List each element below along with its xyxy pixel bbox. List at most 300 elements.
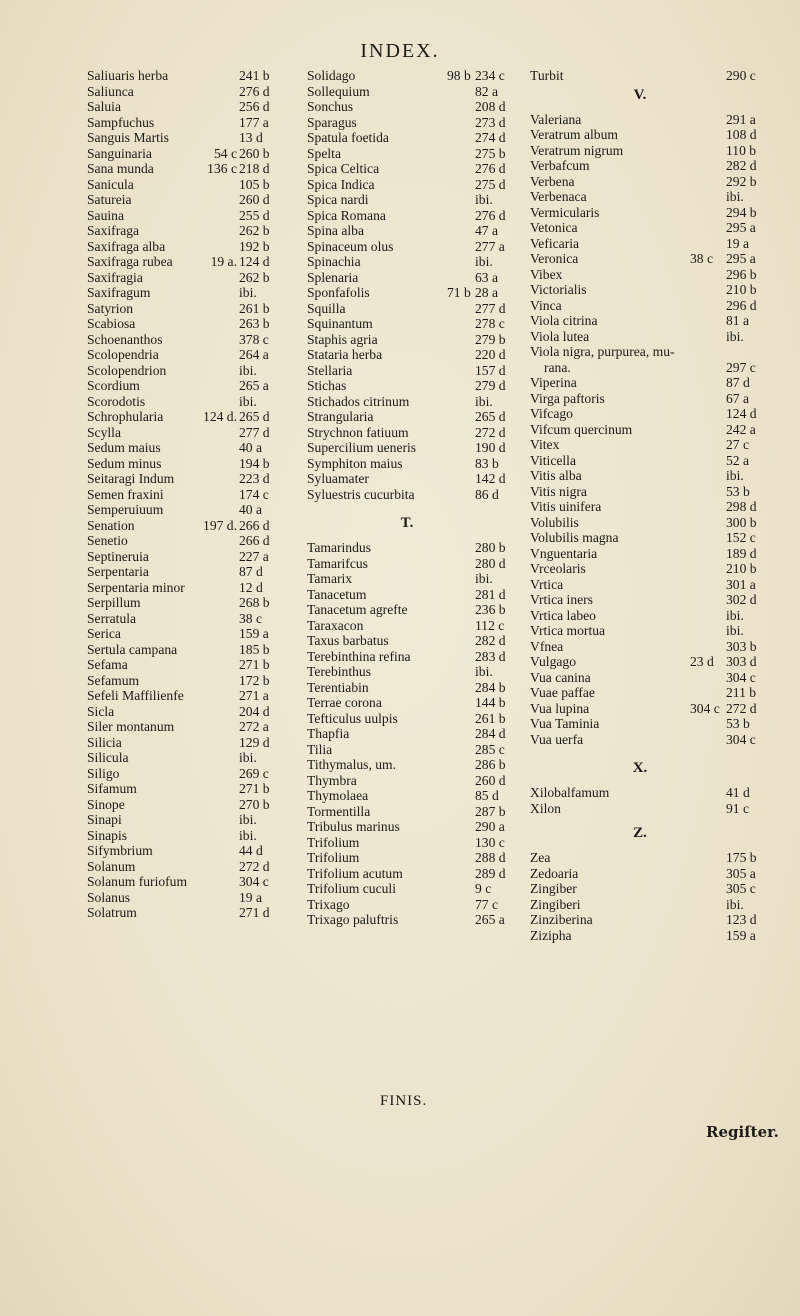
entry-page-ref: 260 d — [239, 192, 270, 207]
entry-page-ref: 53 b — [726, 483, 750, 499]
index-entry — [307, 254, 525, 270]
entry-page-ref: ibi. — [726, 328, 744, 344]
entry-name: Splenaria — [307, 269, 359, 285]
entry-page-ref: 172 b — [239, 672, 270, 688]
entry-name: Serica — [87, 626, 121, 641]
entry-name: Terentiabin — [307, 679, 369, 695]
entry-name: Vnguentaria — [530, 545, 598, 561]
index-entry — [87, 890, 297, 906]
entry-page-ref: 292 b — [726, 173, 757, 189]
entry-name: Vifcum quercinum — [530, 421, 633, 437]
entry-page-ref: 280 b — [475, 540, 506, 555]
index-entry — [87, 239, 297, 255]
index-entry — [87, 859, 297, 875]
index-entry — [530, 360, 780, 376]
entry-name: Syluestris cucurbita — [307, 486, 415, 502]
entry-name: Sparagus — [307, 114, 357, 130]
entry-name: Spinachia — [307, 254, 361, 269]
entry-name: Sanicula — [87, 176, 134, 192]
entry-page-ref: 223 d — [239, 471, 270, 486]
index-entry — [87, 533, 297, 549]
index-entry — [87, 502, 297, 518]
entry-page-ref: 301 a — [726, 576, 756, 592]
entry-name: Senetio — [87, 533, 128, 548]
index-entry — [87, 564, 297, 580]
index-entry — [87, 115, 297, 131]
entry-page-ref: 269 c — [239, 765, 269, 781]
index-entry — [87, 347, 297, 363]
index-entry — [307, 912, 525, 928]
index-entry — [530, 577, 780, 593]
index-entry — [307, 456, 525, 472]
index-entry — [87, 146, 297, 162]
entry-name: Spinaceum olus — [307, 238, 394, 254]
entry-page-ref: 268 b — [239, 595, 270, 610]
entry-secondary-ref: 38 c — [690, 251, 714, 266]
entry-page-ref: ibi. — [726, 623, 744, 638]
entry-name: Spelta — [307, 145, 341, 161]
entry-name: Veratrum nigrum — [530, 142, 624, 158]
entry-page-ref: 298 d — [726, 499, 757, 514]
entry-name: Solatrum — [87, 905, 137, 920]
index-entry — [530, 313, 780, 329]
entry-name: Viticella — [530, 452, 576, 468]
entry-page-ref: 263 b — [239, 316, 270, 331]
entry-name: Saliunca — [87, 83, 134, 99]
index-entry — [530, 127, 780, 143]
entry-name: Sana munda — [87, 161, 154, 176]
entry-page-ref: 218 d — [239, 161, 270, 176]
index-entry — [530, 801, 780, 817]
entry-name: Serpentaria minor — [87, 579, 185, 595]
entry-name: Volubilis magna — [530, 530, 619, 545]
entry-name: Siligo — [87, 765, 120, 781]
index-entry — [307, 773, 525, 789]
entry-page-ref: 91 c — [726, 800, 750, 816]
entry-page-ref: 27 c — [726, 437, 750, 452]
entry-secondary-ref: 71 b — [447, 285, 471, 300]
entry-name: Sinope — [87, 796, 125, 812]
index-entry — [87, 394, 297, 410]
entry-name: Zizipha — [530, 927, 572, 943]
index-entry — [87, 626, 297, 642]
index-entry — [530, 716, 780, 732]
index-entry — [307, 649, 525, 665]
index-entry — [307, 332, 525, 348]
entry-name: Scylla — [87, 424, 121, 440]
index-entry — [530, 484, 780, 500]
entry-name: Tanacetum — [307, 586, 367, 602]
entry-name: Thymolaea — [307, 788, 369, 803]
entry-page-ref: 283 d — [475, 648, 506, 664]
entry-name: Xilon — [530, 800, 561, 816]
entry-name: Zea — [530, 850, 551, 865]
entry-page-ref: 12 d — [239, 579, 263, 595]
entry-page-ref: 275 d — [475, 176, 506, 192]
entry-name: Solanus — [87, 889, 131, 905]
index-entry — [307, 819, 525, 835]
entry-page-ref: 295 a — [726, 220, 756, 235]
entry-name: Sedum maius — [87, 440, 161, 455]
index-entry — [87, 270, 297, 286]
entry-name: Viola lutea — [530, 328, 590, 344]
entry-name: Sanguinaria — [87, 145, 152, 161]
entry-page-ref: 277 d — [239, 424, 270, 440]
finis-label: FINIS. — [380, 1093, 428, 1109]
entry-name: Silicia — [87, 734, 122, 750]
entry-page-ref: 279 b — [475, 331, 506, 347]
entry-name: Thymbra — [307, 772, 357, 788]
index-entry — [307, 425, 525, 441]
entry-name: Sollequium — [307, 83, 370, 99]
entry-name: Vfnea — [530, 638, 564, 654]
entry-name: Spica Celtica — [307, 161, 380, 176]
entry-name: Serpentaria — [87, 564, 149, 579]
entry-page-ref: 265 d — [239, 409, 270, 424]
entry-page-ref: ibi. — [239, 285, 257, 300]
entry-name: Serratula — [87, 610, 137, 626]
page-title: INDEX. — [360, 40, 440, 62]
entry-page-ref: 284 d — [475, 726, 506, 741]
index-entry — [87, 316, 297, 332]
entry-name: Vua uerfa — [530, 731, 584, 747]
index-entry — [530, 850, 780, 866]
entry-name: Verbena — [530, 173, 575, 189]
index-entry — [307, 378, 525, 394]
entry-name: Tanacetum agrefte — [307, 602, 408, 617]
entry-page-ref: 264 a — [239, 347, 269, 362]
index-entry — [530, 174, 780, 190]
entry-name: Spica nardi — [307, 192, 369, 207]
entry-page-ref: 304 c — [726, 669, 756, 685]
entry-page-ref: 105 b — [239, 176, 270, 192]
index-entry — [307, 146, 525, 162]
index-entry — [87, 192, 297, 208]
index-entry — [87, 673, 297, 689]
entry-name: Sampfuchus — [87, 114, 155, 130]
index-entry — [530, 344, 780, 360]
index-entry — [307, 618, 525, 634]
index-entry — [87, 719, 297, 735]
index-entry — [530, 375, 780, 391]
entry-page-ref: 304 c — [239, 874, 269, 889]
index-entry — [87, 471, 297, 487]
entry-page-ref: 130 c — [475, 834, 505, 850]
entry-page-ref: 271 b — [239, 781, 270, 796]
entry-name: Spica Indica — [307, 176, 375, 192]
entry-page-ref: 290 c — [726, 68, 756, 83]
index-entry — [307, 835, 525, 851]
entry-name: Scorodotis — [87, 393, 146, 409]
entry-page-ref: 241 b — [239, 68, 270, 83]
index-entry — [530, 608, 780, 624]
entry-page-ref: 110 b — [726, 142, 757, 158]
entry-name: Zingiber — [530, 881, 577, 896]
entry-page-ref: ibi. — [475, 254, 493, 269]
entry-name: Silicula — [87, 750, 129, 765]
entry-page-ref: 129 d — [239, 734, 270, 750]
entry-page-ref: ibi. — [726, 189, 744, 204]
entry-name: Trifolium — [307, 850, 360, 865]
index-entry — [530, 561, 780, 577]
entry-page-ref: 261 b — [475, 710, 506, 726]
entry-name: Sponfafolis — [307, 285, 370, 300]
index-entry — [307, 363, 525, 379]
index-entry — [87, 704, 297, 720]
index-entry — [307, 571, 525, 587]
entry-name: Trifolium cuculi — [307, 881, 396, 896]
entry-page-ref: 302 d — [726, 592, 757, 607]
index-entry — [530, 251, 780, 267]
index-entry — [307, 84, 525, 100]
index-entry — [530, 437, 780, 453]
entry-name: Stellaria — [307, 362, 353, 378]
entry-name: Sinapi — [87, 812, 122, 827]
entry-page-ref: 47 a — [475, 223, 499, 238]
entry-name: Saxifragia — [87, 269, 143, 285]
entry-name: Veratrum album — [530, 127, 618, 142]
index-entry — [307, 587, 525, 603]
entry-name: Sifymbrium — [87, 843, 153, 858]
entry-page-ref: 194 b — [239, 455, 270, 471]
entry-name: Sicla — [87, 703, 115, 719]
entry-name: Schrophularia — [87, 409, 164, 424]
entry-name: Sertula campana — [87, 641, 178, 657]
entry-name: Sauina — [87, 207, 124, 223]
entry-page-ref: 265 a — [475, 912, 505, 927]
entry-page-ref: 242 a — [726, 421, 756, 437]
index-entry — [307, 239, 525, 255]
entry-page-ref: 28 a — [475, 285, 499, 300]
entry-page-ref: 270 b — [239, 796, 270, 812]
entry-page-ref: ibi. — [726, 896, 744, 912]
entry-name: Scolopendria — [87, 347, 159, 362]
entry-page-ref: 271 b — [239, 657, 270, 672]
entry-page-ref: 266 d — [239, 533, 270, 548]
entry-page-ref: 19 a — [239, 889, 263, 905]
entry-page-ref: ibi. — [239, 750, 257, 765]
index-entry — [87, 223, 297, 239]
entry-name: Volubilis — [530, 514, 579, 530]
index-entry — [307, 664, 525, 680]
index-entry — [87, 518, 297, 534]
entry-page-ref: 124 d — [726, 406, 757, 421]
entry-page-ref: 260 b — [239, 145, 270, 161]
register-label: Regiſter. — [706, 1123, 779, 1141]
entry-page-ref: 82 a — [475, 83, 499, 99]
index-entry — [87, 642, 297, 658]
entry-page-ref: 261 b — [239, 300, 270, 316]
entry-name: Squilla — [307, 300, 346, 316]
entry-page-ref: 272 a — [239, 719, 269, 734]
entry-page-ref: 190 d — [475, 440, 506, 455]
entry-name: Tamarifcus — [307, 555, 368, 571]
index-entry — [530, 670, 780, 686]
entry-name: Staphis agria — [307, 331, 378, 347]
index-entry — [530, 158, 780, 174]
index-entry — [87, 797, 297, 813]
entry-name: Vitis alba — [530, 468, 582, 483]
index-entry — [87, 332, 297, 348]
entry-name: Viperina — [530, 375, 577, 390]
entry-name: Saxifraga alba — [87, 238, 166, 254]
index-entry — [530, 236, 780, 252]
index-entry — [87, 378, 297, 394]
entry-page-ref: 210 b — [726, 561, 757, 576]
entry-page-ref: 40 a — [239, 502, 263, 517]
index-entry — [87, 409, 297, 425]
entry-page-ref: 288 d — [475, 850, 506, 865]
entry-page-ref: 44 d — [239, 843, 263, 858]
index-entry — [530, 68, 780, 84]
entry-name: Scordium — [87, 378, 140, 393]
index-entry — [530, 912, 780, 928]
section-letter: Z. — [633, 825, 647, 841]
entry-page-ref: 86 d — [475, 486, 499, 502]
entry-name: Veficaria — [530, 235, 580, 251]
index-entry — [530, 928, 780, 944]
entry-name: Thapfia — [307, 726, 350, 741]
index-column-2 — [307, 68, 525, 928]
entry-page-ref: 296 b — [726, 266, 757, 282]
entry-name: Vitis uinifera — [530, 499, 602, 514]
entry-name: Vuae paffae — [530, 685, 595, 700]
entry-name: Turbit — [530, 68, 564, 83]
index-entry — [307, 223, 525, 239]
index-entry — [307, 633, 525, 649]
entry-name: Viola citrina — [530, 313, 598, 328]
index-entry — [307, 177, 525, 193]
index-entry — [87, 301, 297, 317]
index-entry — [530, 732, 780, 748]
entry-name: Scabiosa — [87, 316, 136, 331]
index-entry — [87, 843, 297, 859]
entry-name: Vua lupina — [530, 700, 590, 716]
entry-page-ref: ibi. — [475, 571, 493, 586]
index-entry — [530, 530, 780, 546]
entry-name: Symphiton maius — [307, 455, 403, 471]
entry-name: Syluamater — [307, 471, 369, 486]
index-entry — [87, 549, 297, 565]
entry-name: Vrceolaris — [530, 561, 586, 576]
entry-page-ref: 289 d — [475, 865, 506, 881]
entry-name: Trifolium acutum — [307, 865, 403, 881]
index-entry — [530, 639, 780, 655]
entry-name: Spica Romana — [307, 207, 386, 223]
entry-page-ref: 265 d — [475, 409, 506, 424]
index-entry — [87, 874, 297, 890]
entry-name: Vinca — [530, 297, 562, 313]
entry-page-ref: 266 d — [239, 517, 270, 533]
entry-name: Zedoaria — [530, 865, 579, 881]
entry-page-ref: 305 a — [726, 865, 756, 881]
index-entry — [87, 99, 297, 115]
entry-name: Terebinthus — [307, 664, 371, 679]
entry-page-ref: 38 c — [239, 610, 263, 626]
entry-page-ref: 142 d — [475, 471, 506, 486]
index-entry — [307, 471, 525, 487]
entry-page-ref: ibi. — [239, 812, 257, 827]
entry-name: Sinapis — [87, 827, 128, 843]
index-entry — [307, 440, 525, 456]
entry-page-ref: 40 a — [239, 440, 263, 455]
index-entry — [307, 726, 525, 742]
entry-name: Zingiberi — [530, 896, 581, 912]
index-entry — [530, 329, 780, 345]
index-entry — [530, 897, 780, 913]
index-entry — [87, 487, 297, 503]
entry-page-ref: 303 b — [726, 638, 757, 654]
entry-page-ref: 227 a — [239, 548, 269, 564]
index-entry — [87, 208, 297, 224]
index-entry — [87, 440, 297, 456]
entry-name: Vrtica mortua — [530, 623, 606, 638]
index-entry — [307, 602, 525, 618]
entry-page-ref: 378 c — [239, 331, 269, 347]
entry-name: Vrtica iners — [530, 592, 593, 607]
entry-name: Vitex — [530, 437, 560, 452]
entry-name: Strychnon fatiuum — [307, 424, 409, 440]
index-entry — [530, 189, 780, 205]
entry-page-ref: 255 d — [239, 207, 270, 223]
entry-name: Tamarindus — [307, 540, 371, 555]
index-entry — [87, 750, 297, 766]
entry-page-ref: 284 b — [475, 679, 506, 695]
entry-page-ref: 124 d — [239, 254, 270, 269]
index-entry — [530, 866, 780, 882]
entry-name: Vrtica — [530, 576, 564, 592]
entry-name: Trifolium — [307, 834, 360, 850]
entry-page-ref: 276 d — [239, 83, 270, 99]
index-entry — [307, 192, 525, 208]
entry-page-ref: 305 c — [726, 881, 756, 896]
entry-page-ref: 281 d — [475, 586, 506, 602]
entry-page-ref: 274 d — [475, 130, 506, 145]
entry-page-ref: 272 d — [475, 424, 506, 440]
entry-name: Supercilium ueneris — [307, 440, 417, 455]
entry-name: Vulgago — [530, 654, 576, 669]
index-entry — [87, 781, 297, 797]
entry-name: Tefticulus uulpis — [307, 710, 398, 726]
entry-page-ref: 85 d — [475, 788, 499, 803]
entry-name: Verbafcum — [530, 158, 590, 173]
index-entry — [307, 487, 525, 503]
index-entry — [530, 515, 780, 531]
entry-secondary-ref: 23 d — [690, 654, 714, 669]
entry-page-ref: 262 b — [239, 269, 270, 285]
entry-name: Siler montanum — [87, 719, 175, 734]
entry-page-ref: 175 b — [726, 850, 757, 865]
entry-name: Seitaragi Indum — [87, 471, 175, 486]
index-entry — [530, 881, 780, 897]
index-entry — [530, 298, 780, 314]
index-column-3 — [530, 68, 780, 943]
entry-page-ref: 108 d — [726, 127, 757, 142]
entry-page-ref: 295 a — [726, 251, 756, 266]
entry-name: Xilobalfamum — [530, 785, 610, 800]
entry-page-ref: 67 a — [726, 390, 750, 406]
entry-name: Saliuaris herba — [87, 68, 169, 83]
entry-page-ref: 271 a — [239, 688, 269, 703]
entry-name: Saxifragum — [87, 285, 151, 300]
entry-page-ref: 204 d — [239, 703, 270, 719]
entry-name: Sefeli Maffilienfe — [87, 688, 184, 703]
index-entry — [87, 688, 297, 704]
entry-page-ref: 185 b — [239, 641, 270, 657]
entry-page-ref: 256 d — [239, 99, 270, 114]
entry-secondary-ref: 19 a. — [210, 254, 237, 269]
entry-name: Valeriana — [530, 111, 582, 127]
